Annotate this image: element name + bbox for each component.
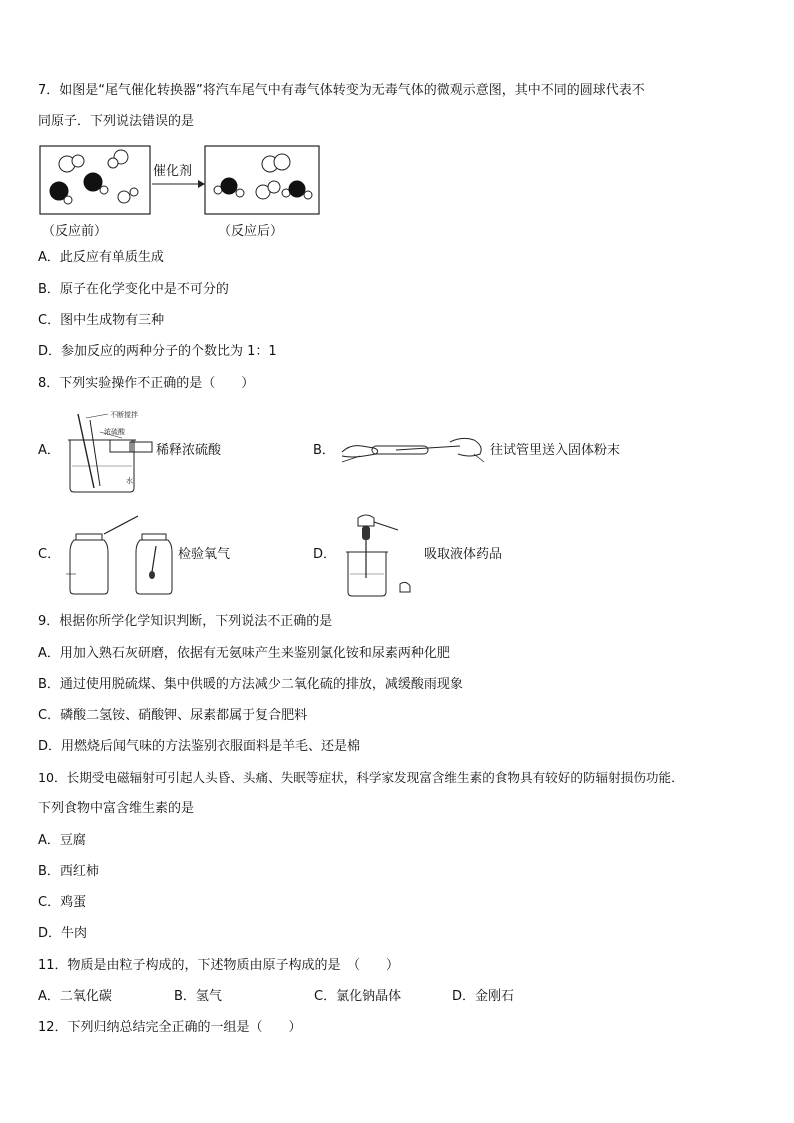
q12-stem: 12．下列归纳总结完全正确的一组是（ ） (38, 1020, 302, 1035)
q8-c-figure (64, 512, 176, 596)
atom (130, 188, 138, 196)
q7-option-d[interactable]: D．参加反应的两种分子的个数比为 1：1 (38, 344, 277, 359)
q7-stem-line1: 7．如图是“尾气催化转换器”将汽车尾气中有毒气体转变为无毒气体的微观示意图，其中不同的圆球代表不 (38, 83, 645, 98)
q8-stem: 8．下列实验操作不正确的是（ ） (38, 376, 255, 391)
q9-option-d[interactable]: D．用燃烧后闻气味的方法鉴别衣服面料是羊毛、还是棉 (38, 739, 361, 754)
atom (64, 196, 72, 204)
atom (268, 181, 280, 193)
atom (72, 155, 84, 167)
q7-diagram-svg (38, 144, 338, 244)
after-label: （反应后） (218, 224, 284, 239)
q8-d-figure (340, 512, 420, 598)
atom (221, 178, 237, 194)
q8-b-figure (340, 432, 486, 466)
q7-reaction-diagram (38, 144, 338, 244)
q10-option-c[interactable]: C．鸡蛋 (38, 895, 87, 910)
q7-option-b[interactable]: B．原子在化学变化中是不可分的 (38, 282, 229, 297)
q11-option-c[interactable]: C．氯化钠晶体 (314, 989, 402, 1004)
q7-stem-line2: 同原子．下列说法错误的是 (38, 114, 195, 129)
q8-option-d-label: 吸取液体药品 (424, 547, 503, 562)
q10-option-d[interactable]: D．牛肉 (38, 926, 88, 941)
atom (84, 173, 102, 191)
dropper-figure (340, 512, 420, 598)
q10-stem-line2: 下列食物中富含维生素的是 (38, 801, 195, 816)
atom (304, 191, 312, 199)
q9-stem: 9．根据你所学化学知识判断，下列说法不正确的是 (38, 614, 333, 629)
stir-text: 不断搅拌 (110, 411, 138, 419)
atom (289, 181, 305, 197)
atom (108, 158, 118, 168)
powder-tube-figure (340, 432, 486, 466)
q8-option-a-letter[interactable]: A． (38, 443, 60, 458)
acid-text: 浓硫酸 (104, 428, 125, 436)
q9-option-c[interactable]: C．磷酸二氢铵、硝酸钾、尿素都属于复合肥料 (38, 708, 308, 723)
before-label: （反应前） (42, 224, 108, 239)
q8-a-figure (64, 410, 156, 494)
atom (274, 154, 290, 170)
q11-option-a[interactable]: A．二氧化碳 (38, 989, 112, 1004)
q8-option-c-letter[interactable]: C． (38, 547, 61, 562)
q9-option-b[interactable]: B．通过使用脱硫煤、集中供暖的方法减少二氧化硫的排放，减缓酸雨现象 (38, 677, 463, 692)
catalyst-label: 催化剂 (153, 164, 193, 179)
after-box (205, 146, 319, 214)
q8-option-c-label: 检验氧气 (178, 547, 231, 562)
q10-stem-line1: 10．长期受电磁辐射可引起人头昏、头痛、失眠等症状，科学家发现富含维生素的食物具有较好的防辐射损伤功能． (38, 770, 684, 785)
water-text: 水 (126, 477, 133, 485)
atom (236, 189, 244, 197)
atom (100, 186, 108, 194)
q8-option-a-label: 稀释浓硫酸 (156, 443, 222, 458)
q7-option-a[interactable]: A．此反应有单质生成 (38, 250, 164, 265)
q8-option-b-label: 往试管里送入固体粉末 (490, 443, 621, 458)
q8-option-b-letter[interactable]: B． (313, 443, 335, 458)
dilute-acid-figure (64, 410, 156, 494)
q10-option-a[interactable]: A．豆腐 (38, 833, 86, 848)
q8-option-d-letter[interactable]: D． (313, 547, 337, 562)
q7-option-c[interactable]: C．图中生成物有三种 (38, 313, 165, 328)
q11-option-b[interactable]: B．氢气 (174, 989, 222, 1004)
q11-stem: 11．物质是由粒子构成的，下述物质由原子构成的是 （ ） (38, 958, 400, 973)
arrow-head (198, 180, 205, 188)
q11-option-d[interactable]: D．金刚石 (452, 989, 515, 1004)
atom (118, 191, 130, 203)
q9-option-a[interactable]: A．用加入熟石灰研磨，依据有无氨味产生来鉴别氯化铵和尿素两种化肥 (38, 646, 450, 661)
q10-option-b[interactable]: B．西红柿 (38, 864, 99, 879)
oxygen-test-figure (64, 512, 176, 596)
